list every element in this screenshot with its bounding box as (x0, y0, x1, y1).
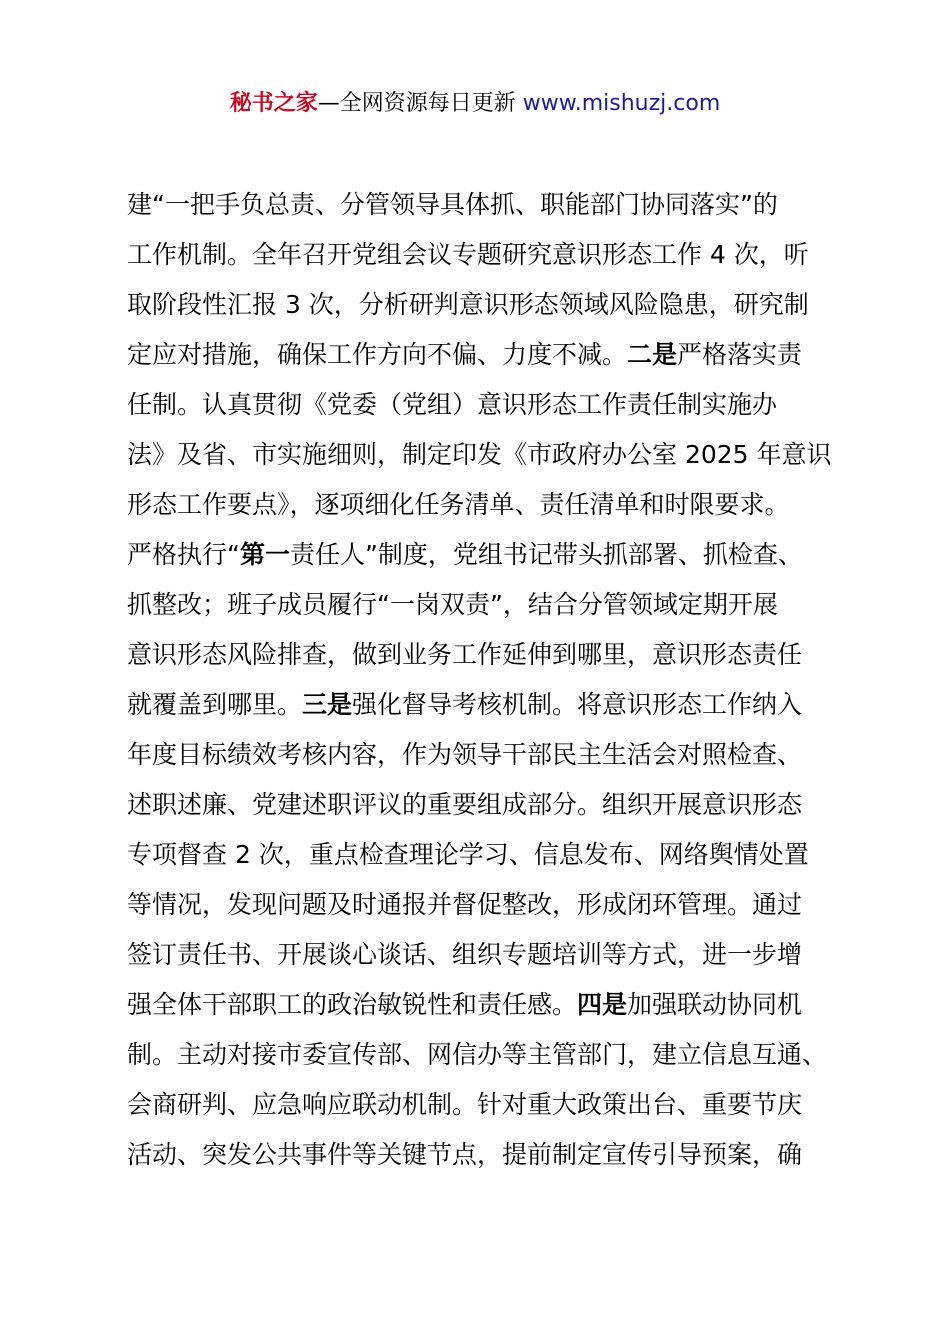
text-line (127, 430, 847, 480)
text-line (127, 880, 847, 930)
text-segment: 工作机制。全年召开党组会议专题研究意识形态工作 4 次，听 (127, 240, 809, 269)
text-line (127, 380, 847, 430)
text-line (127, 480, 847, 530)
text-line (127, 330, 847, 380)
text-segment: 建“一把手负总责、分管领导具体抓、职能部门协同落实”的 (127, 190, 778, 219)
text-line (127, 580, 847, 630)
text-line (127, 780, 847, 830)
bold-text-segment: 第一 (239, 540, 290, 569)
text-line (127, 630, 847, 680)
text-segment: 就覆盖到哪里。 (127, 690, 303, 719)
text-line (127, 730, 847, 780)
text-line (127, 980, 847, 1030)
brand-name: 秘书之家 (229, 91, 318, 116)
page-header (0, 86, 950, 122)
text-line (127, 680, 847, 730)
text-line (127, 830, 847, 880)
text-segment: 定应对措施，确保工作方向不偏、力度不减。 (127, 340, 628, 369)
text-segment: 取阶段性汇报 3 次，分析研判意识形态领域风险隐患，研究制 (127, 290, 809, 319)
text-segment: 抓整改；班子成员履行“一岗双责”，结合分管领域定期开展 (127, 590, 778, 619)
text-segment: 强全体干部职工的政治敏锐性和责任感。 (127, 990, 578, 1019)
text-segment: 年度目标绩效考核内容，作为领导干部民主生活会对照检查、 (127, 740, 803, 769)
text-segment: 强化督导考核机制。将意识形态工作纳入 (352, 690, 803, 719)
text-line (127, 280, 847, 330)
text-line (127, 1080, 847, 1130)
text-segment: 严格落实责 (677, 340, 803, 369)
text-segment: 形态工作要点》，逐项细化任务清单、责任清单和时限要求。 (127, 490, 790, 519)
text-segment: 活动、突发公共事件等关键节点，提前制定宣传引导预案，确 (127, 1140, 803, 1169)
website-link[interactable]: www.mishuzj.com (522, 91, 721, 116)
text-line (127, 230, 847, 280)
text-segment: 严格执行“ (127, 540, 240, 569)
text-segment: 任制。认真贯彻《党委（党组）意识形态工作责任制实施办 (127, 390, 778, 419)
text-segment: 专项督查 2 次，重点检查理论学习、信息发布、网络舆情处置 (127, 840, 809, 869)
text-line (127, 530, 847, 580)
bold-text-segment: 二是 (627, 340, 678, 369)
text-segment: 述职述廉、党建述职评议的重要组成部分。组织开展意识形态 (127, 790, 803, 819)
text-segment: 签订责任书、开展谈心谈话、组织专题培训等方式，进一步增 (127, 940, 803, 969)
text-segment: 法》及省、市实施细则，制定印发《市政府办公室 2025 年意识 (127, 440, 832, 469)
text-segment: 等情况，发现问题及时通报并督促整改，形成闭环管理。通过 (127, 890, 803, 919)
bold-text-segment: 三是 (302, 690, 353, 719)
text-line (127, 1030, 847, 1080)
bold-text-segment: 四是 (577, 990, 628, 1019)
text-segment: 意识形态风险排查，做到业务工作延伸到哪里，意识形态责任 (127, 640, 803, 669)
text-line (127, 180, 847, 230)
text-line (127, 930, 847, 980)
text-segment: 制。主动对接市委宣传部、网信办等主管部门，建立信息互通、 (127, 1040, 828, 1069)
document-body (127, 180, 847, 1180)
text-segment: 加强联动协同机 (627, 990, 803, 1019)
text-segment: 责任人”制度，党组书记带头抓部署、抓检查、 (289, 540, 803, 569)
text-line (127, 1130, 847, 1180)
text-segment: 会商研判、应急响应联动机制。针对重大政策出台、重要节庆 (127, 1090, 803, 1119)
header-tagline: —全网资源每日更新 (317, 91, 516, 116)
